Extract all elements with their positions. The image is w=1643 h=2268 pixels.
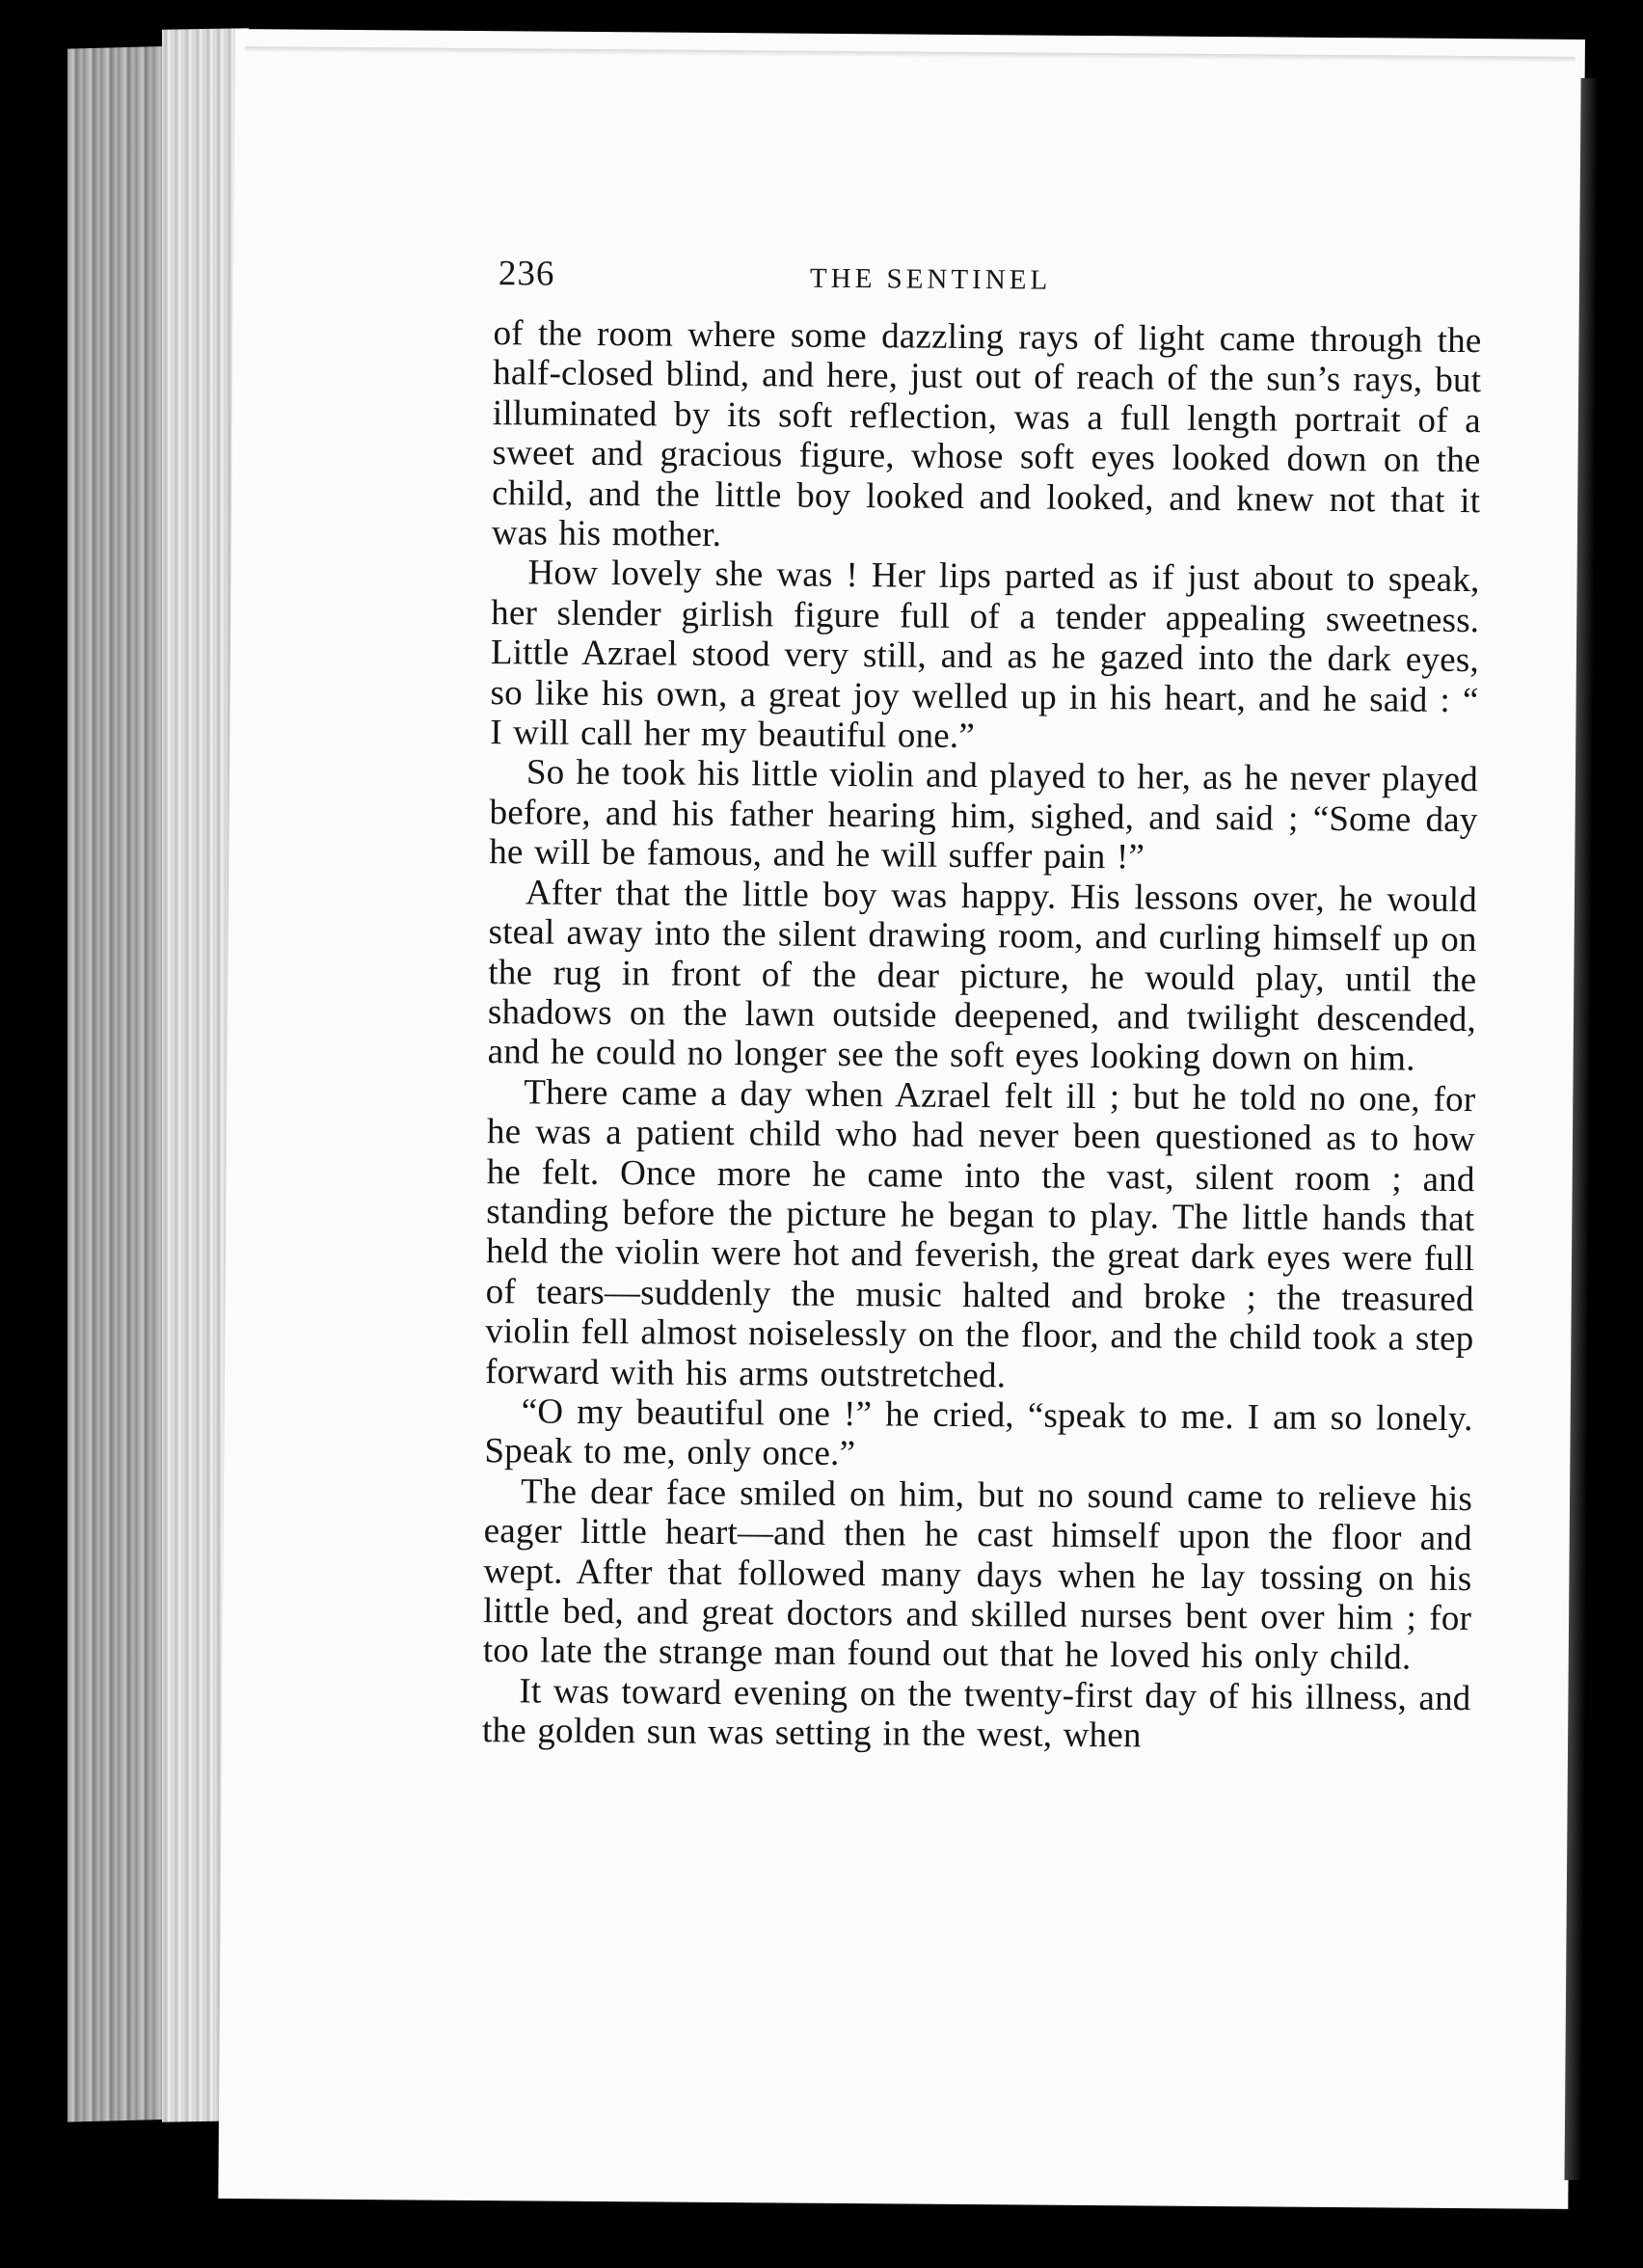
- page-number: 236: [498, 254, 555, 294]
- book-page: [218, 29, 1585, 2209]
- paragraph-5: There came a day when Azrael felt ill ; but he told no one, for he was a patient child who had never been questioned as to how he felt. Once more he came into the vast, silent room ; and standing before the picture he began to play. The little hands that held the violin were hot and feverish, the great dark eyes were full of tears—suddenly the music halted and broke ; the treasured violin fell almost noiselessly on the floor, and the child took a step forward with his arms outstretched.: [484, 1072, 1476, 1395]
- running-title: THE SENTINEL: [809, 262, 1052, 296]
- page-header: [498, 253, 1482, 318]
- paragraph-7: The dear face smiled on him, but no sound came to relieve his eager little heart—and then he cast himself upon the floor and wept. After that followed many days when he lay tossing on his little bed, and great doctors and skilled nurses bent over him ; for too late the strange man found out that he loved his only child.: [482, 1472, 1473, 1679]
- paragraph-8: It was toward evening on the twenty-first day of his illness, and the golden sun was setting in the west, when: [481, 1671, 1471, 1756]
- paragraph-6: “O my beautiful one !” he cried, “speak to me. I am so lonely. Speak to me, only once.”: [484, 1391, 1473, 1474]
- paragraph-3: So he took his little violin and played to her, as he never played before, and his father hearing him, sighed, and said ; “Some day he will be famous, and he will suffer pain !”: [489, 752, 1479, 878]
- paragraph-2: How lovely she was ! Her lips parted as if just about to speak, her slender girlish figure full of a tender appealing sweetness. Little Azrael stood very still, and as he gazed into the dark eyes, so like his own, a great joy welled up in his heart, and he said : “ I will call her my beautiful one.”: [490, 553, 1480, 757]
- paragraph-1: of the room where some dazzling rays of light came through the half-closed blind, and here, just out of reach of the sun’s rays, but illuminated by its soft reflection, was a full length portrait of a sweet and gracious figure, whose soft eyes looked down on the child, and the little boy looked and looked, and knew not that it was his mother.: [491, 313, 1482, 555]
- body-text: [482, 313, 1482, 1759]
- paragraph-4: After that the little boy was happy. His lessons over, he would steal away into the silent drawing room, and curling himself up on the rug in front of the dear picture, he would play, until the shadows on the lawn outside deepened, and twilight descended, and he could no longer see the soft eyes looking down on him.: [487, 873, 1478, 1079]
- page-top-edge: [245, 46, 1576, 63]
